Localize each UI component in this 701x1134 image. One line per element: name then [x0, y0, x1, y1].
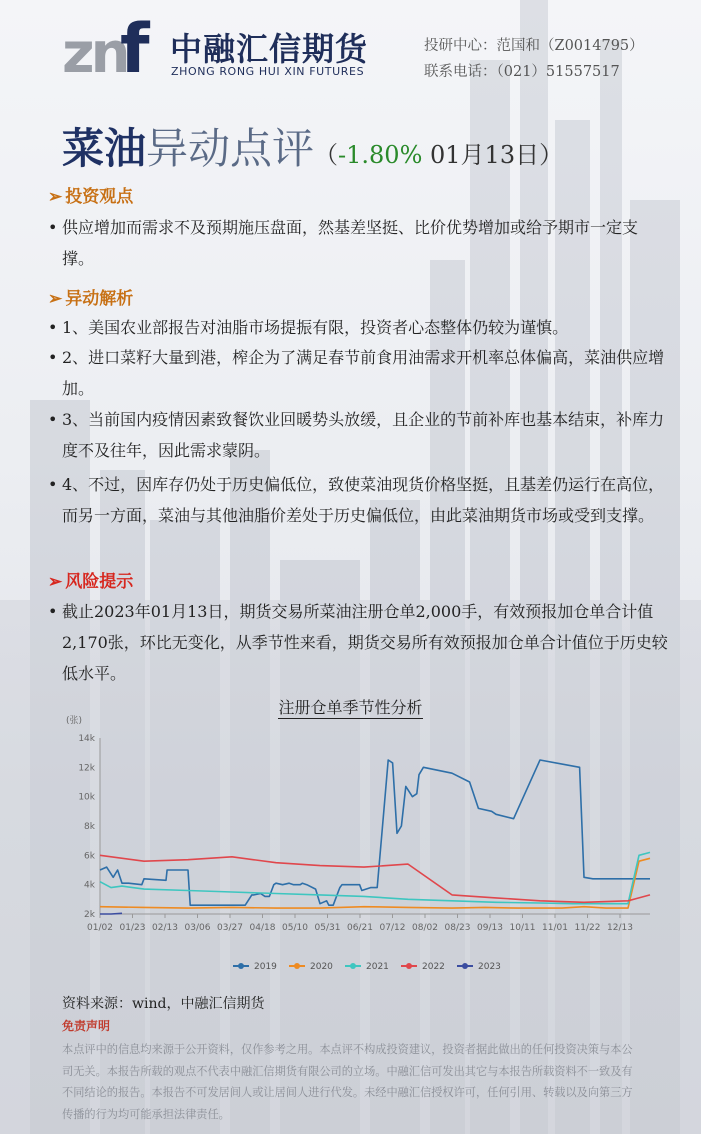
section-heading-view — [48, 182, 133, 207]
legend-marker-2023 — [462, 963, 468, 969]
legend-marker-2019 — [238, 963, 244, 969]
svg-text:f: f — [120, 14, 150, 78]
legend-marker-2020 — [294, 963, 300, 969]
section-heading-label: 风险提示 — [65, 572, 134, 592]
x-tick-label: 04/18 — [249, 923, 276, 933]
title-paren: （ — [314, 141, 339, 169]
bullet-icon: • — [48, 410, 58, 429]
chart-title-text: 注册仓单季节性分析 — [278, 698, 423, 717]
x-tick-label: 08/23 — [444, 923, 471, 933]
legend-label-2022: 2022 — [422, 962, 445, 972]
x-tick-label: 01/02 — [87, 923, 113, 933]
arrow-icon: ➢ — [48, 289, 63, 309]
legend-marker-2022 — [406, 963, 412, 969]
svg-text:zn: zn — [62, 21, 127, 78]
y-tick-label: 10k — [78, 792, 95, 803]
brand-name-en: ZHONG RONG HUI XIN FUTURES — [171, 65, 365, 78]
paragraph-text: 截止2023年01月13日，期货交易所菜油注册仓单2,000手，有效预报加仓单合计值2,170张，环比无变化，从季节性来看，期货交易所有效预报加仓单合计值位于历史较低水平。 — [62, 602, 668, 683]
title-change-pct: -1.80% — [338, 141, 423, 169]
section-heading-risk — [48, 567, 133, 592]
contact-phone: 联系电话：（021）51557517 — [424, 64, 620, 80]
bullet-icon: • — [48, 218, 58, 237]
disclaimer-title: 免责声明 — [62, 1019, 111, 1033]
paragraph-text: 4、不过，因库存仍处于历史偏低位，致使菜油现货价格坚挺，且基差仍运行在高位，而另一方面，菜油与其他油脂价差处于历史偏低位，由此菜油期货市场或受到支撑。 — [62, 475, 665, 525]
paragraph-text: 3、当前国内疫情因素致餐饮业回暖势头放缓，且企业的节前补库也基本结束，补库力度不及往年，因此需求蒙阴。 — [62, 410, 665, 460]
title-product: 菜油 — [62, 124, 147, 173]
paragraph-analysis-3 — [48, 404, 668, 466]
bullet-icon: • — [48, 318, 58, 337]
arrow-icon: ➢ — [48, 187, 63, 207]
data-source: 资料来源：wind，中融汇信期货 — [62, 996, 265, 1012]
section-heading-analysis — [48, 284, 133, 309]
legend-marker-2021 — [350, 963, 356, 969]
series-line-2023 — [100, 913, 122, 914]
brand-name-cn: 中融汇信期货 — [170, 30, 369, 68]
y-tick-label: 2k — [84, 910, 95, 920]
company-logo — [62, 14, 157, 78]
series-line-2019 — [100, 760, 650, 905]
legend-label-2019: 2019 — [254, 962, 277, 972]
paragraph-risk — [48, 596, 668, 689]
registered-warehouse-receipts-chart — [58, 705, 658, 985]
disclaimer-text: 本点评中的信息均来源于公开资料，仅作参考之用。本点评不构成投资建议，投资者据此做出的任何投资决策与本公司无关。本报告所载的观点不代表中融汇信期货有限公司的立场。中融汇信可发出其它与本报告所载资料不一致及有不同结论的报告。本报告不可发居间人或让居间人进行代发。未经中融汇信授权许可，任何引用、转载以及向第三方传播的行为均可能承担法律责任。 — [62, 1043, 633, 1121]
paragraph-text: 1、美国农业部报告对油脂市场提振有限，投资者心态整体仍较为谨慎。 — [62, 318, 569, 337]
bullet-icon: • — [48, 348, 58, 367]
paragraph-text: 2、进口菜籽大量到港，榨企为了满足春节前食用油需求开机率总体偏高，菜油供应增加。 — [62, 348, 665, 398]
legend-label-2021: 2021 — [366, 962, 389, 972]
paragraph-text: 供应增加而需求不及预期施压盘面，然基差坚挺、比价优势增加或给予期市一定支撑。 — [62, 218, 639, 268]
legend-label-2020: 2020 — [310, 962, 333, 972]
y-tick-label: 12k — [78, 763, 95, 774]
legend-label-2023: 2023 — [478, 962, 501, 972]
section-heading-label: 投资观点 — [65, 187, 134, 207]
x-tick-label: 06/21 — [347, 923, 373, 933]
y-tick-label: 6k — [84, 851, 95, 862]
y-tick-label: 8k — [84, 822, 95, 832]
x-tick-label: 03/06 — [184, 923, 211, 933]
paragraph-analysis-1 — [48, 312, 668, 343]
x-tick-label: 03/27 — [217, 923, 243, 933]
y-tick-label: 4k — [84, 880, 95, 891]
x-tick-label: 12/13 — [607, 923, 633, 933]
x-tick-label: 01/23 — [119, 923, 146, 933]
x-tick-label: 08/02 — [412, 923, 438, 933]
title-subtitle: 异动点评 — [146, 124, 315, 173]
x-tick-label: 05/31 — [314, 923, 341, 933]
x-tick-label: 07/12 — [379, 923, 406, 933]
title-date: 01月13日） — [422, 141, 564, 169]
arrow-icon: ➢ — [48, 572, 63, 592]
contact-analyst: 投研中心：范国和（Z0014795） — [424, 38, 644, 54]
section-heading-label: 异动解析 — [65, 289, 134, 309]
x-tick-label: 02/13 — [152, 923, 178, 933]
paragraph-view — [48, 212, 668, 274]
series-line-2022 — [100, 855, 650, 902]
bullet-icon: • — [48, 602, 58, 621]
x-tick-label: 09/13 — [477, 923, 503, 933]
page-title — [62, 116, 563, 176]
bullet-icon: • — [48, 475, 58, 494]
y-tick-label: 14k — [78, 734, 95, 744]
x-tick-label: 10/11 — [509, 923, 536, 933]
x-tick-label: 05/10 — [282, 923, 308, 933]
paragraph-analysis-2 — [48, 342, 668, 404]
paragraph-analysis-4 — [48, 469, 668, 531]
y-axis-unit-label: (张) — [66, 716, 83, 726]
x-tick-label: 11/01 — [542, 923, 568, 933]
x-tick-label: 11/22 — [574, 923, 601, 933]
